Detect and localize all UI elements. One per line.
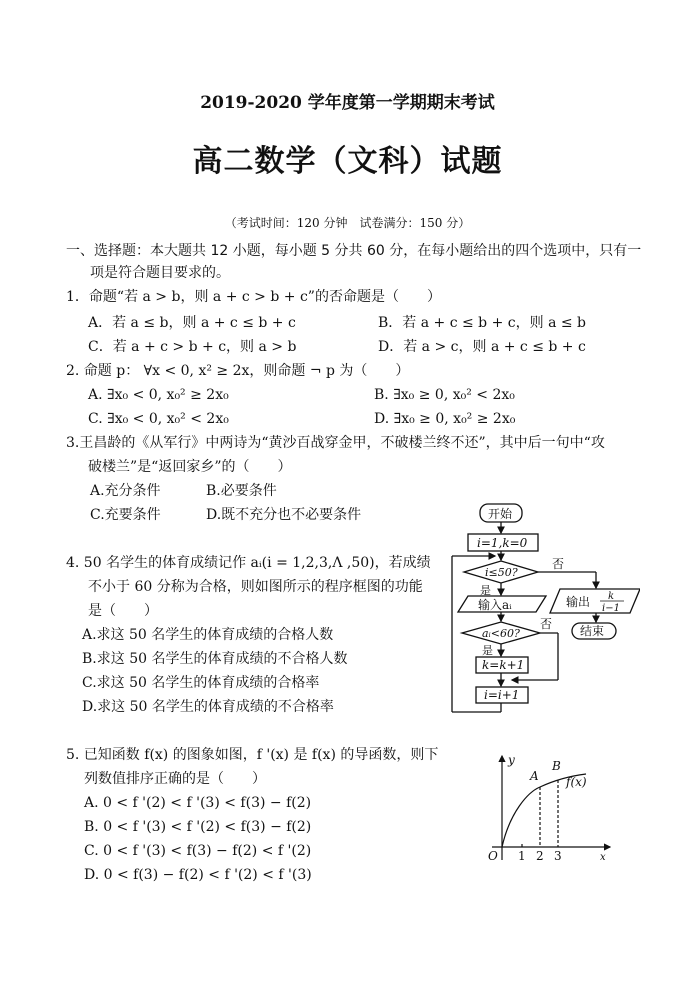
graph-tick-2: 2 [536, 849, 544, 863]
q3-option-d: D.既不充分也不必要条件 [206, 507, 362, 523]
q5-option-a: A. 0 < f '(2) < f '(3) < f(3) − f(2) [84, 795, 312, 811]
flow-cond1-label: i≤50? [485, 566, 518, 579]
flow-output-box [550, 589, 640, 613]
flow-no1-label: 否 [552, 557, 565, 571]
q5-option-d: D. 0 < f(3) − f(2) < f '(2) < f '(3) [84, 867, 312, 883]
flow-cond2-label: aᵢ<60? [482, 627, 520, 640]
graph-point-a: A [530, 769, 539, 783]
program-flowchart [440, 500, 640, 718]
q4-stem-cont1: 不小于 60 分称为合格，则如图所示的程序框图的功能 [88, 579, 423, 595]
flow-yes1-label: 是 [480, 584, 491, 597]
graph-y-label: y [508, 753, 515, 767]
q4-option-c: C.求这 50 名学生的体育成绩的合格率 [82, 675, 320, 691]
section-heading: 一、选择题：本大题共 12 小题，每小题 5 分共 60 分，在每小题给出的四个选项中，只有一 [66, 243, 642, 259]
function-graph [470, 752, 620, 864]
q5-stem-cont: 列数值排序正确的是（ ） [84, 771, 266, 787]
graph-curve-label: f(x) [566, 775, 587, 789]
q2-option-a: A. ∃x₀ < 0, x₀² ≥ 2x₀ [88, 387, 229, 403]
q1-option-c: C．若 a + c > b + c，则 a > b [88, 339, 297, 355]
q3-option-a: A.充分条件 [90, 483, 161, 499]
q1-option-a: A．若 a ≤ b，则 a + c ≤ b + c [88, 315, 296, 331]
q5-stem: 5. 已知函数 f(x) 的图象如图，f '(x) 是 f(x) 的导函数，则下 [66, 747, 439, 763]
q1-option-d: D．若 a > c，则 a + c ≤ b + c [378, 339, 586, 355]
flow-init-label: i=1,k=0 [477, 536, 528, 550]
q3-stem-cont: 破楼兰”是“返回家乡”的（ ） [88, 459, 292, 475]
q2-option-b: B. ∃x₀ ≥ 0, x₀² < 2x₀ [374, 387, 515, 403]
flow-start-label: 开始 [488, 507, 513, 521]
flow-no2-label: 否 [540, 617, 553, 631]
exam-title: 2019-2020 学年度第一学期期末考试 [200, 93, 495, 113]
q5-option-c: C. 0 < f '(3) < f(3) − f(2) < f '(2) [84, 843, 312, 859]
q2-option-c: C. ∃x₀ < 0, x₀² < 2x₀ [88, 411, 229, 427]
graph-point-b: B [552, 759, 561, 773]
q4-option-a: A.求这 50 名学生的体育成绩的合格人数 [82, 627, 334, 643]
q1-stem: 1．命题“若 a > b，则 a + c > b + c”的否命题是（ ） [66, 289, 441, 305]
flow-output-label: 输出 [566, 595, 591, 609]
q3-option-b: B.必要条件 [206, 483, 277, 499]
flow-output-denominator: i−1 [602, 603, 620, 614]
flow-i-label: i=i+1 [484, 688, 520, 702]
flow-input-label: 输入aᵢ [478, 598, 512, 612]
q4-stem: 4. 50 名学生的体育成绩记作 aᵢ(i = 1,2,3,Λ ,50)，若成绩 [66, 555, 431, 571]
q1-option-b: B．若 a + c ≤ b + c，则 a ≤ b [378, 315, 587, 331]
q5-option-b: B. 0 < f '(3) < f '(2) < f(3) − f(2) [84, 819, 312, 835]
section-heading-cont: 项是符合题目要求的。 [90, 265, 230, 281]
q4-option-b: B.求这 50 名学生的体育成绩的不合格人数 [82, 651, 348, 667]
graph-tick-1: 1 [518, 849, 526, 863]
exam-info: （考试时间：120 分钟 试卷满分：150 分） [224, 216, 471, 230]
q2-stem: 2. 命题 p： ∀x < 0, x² ≥ 2x，则命题 ¬ p 为（ ） [66, 363, 410, 379]
flow-output-numerator: k [608, 591, 615, 602]
flow-k-label: k=k+1 [482, 658, 525, 672]
graph-x-label: x [600, 852, 606, 863]
flow-end-label: 结束 [580, 624, 605, 638]
q4-stem-cont2: 是（ ） [88, 603, 158, 619]
q3-option-c: C.充要条件 [90, 507, 161, 523]
q4-option-d: D.求这 50 名学生的体育成绩的不合格率 [82, 699, 334, 715]
flow-yes2-label: 是 [482, 644, 493, 657]
subject-title: 高二数学（文科）试题 [192, 144, 503, 179]
graph-origin-label: O [488, 849, 498, 863]
graph-tick-3: 3 [554, 849, 562, 863]
q3-stem: 3.王昌龄的《从军行》中两诗为“黄沙百战穿金甲，不破楼兰终不还”，其中后一句中“攻 [66, 435, 605, 451]
q2-option-d: D. ∃x₀ ≥ 0, x₀² ≥ 2x₀ [374, 411, 516, 427]
